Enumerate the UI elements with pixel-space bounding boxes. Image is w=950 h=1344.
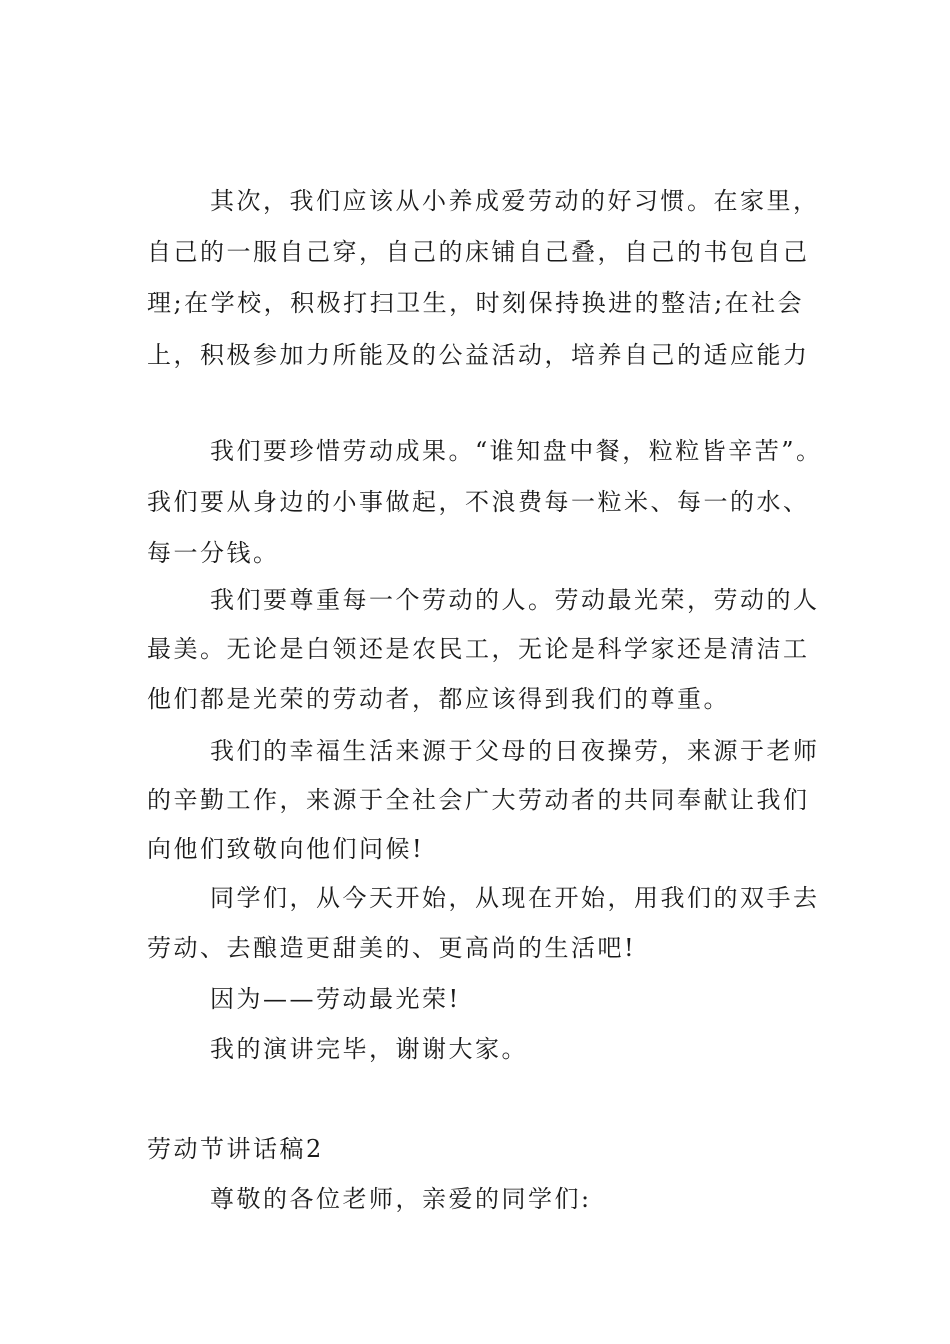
paragraph-3-line-2: 最美。无论是白领还是农民工，无论是科学家还是清洁工 xyxy=(147,635,810,663)
paragraph-1-line-1: 其次，我们应该从小养成爱劳动的好习惯。在家里， xyxy=(210,187,820,215)
paragraph-4-line-2: 的辛勤工作，来源于全社会广大劳动者的共同奉献让我们 xyxy=(147,786,810,814)
paragraph-1-line-3: 理;在学校，积极打扫卫生，时刻保持换进的整洁;在社会 xyxy=(147,289,805,317)
paragraph-4-line-1: 我们的幸福生活来源于父母的日夜操劳，来源于老师 xyxy=(210,737,820,765)
paragraph-3-line-1: 我们要尊重每一个劳动的人。劳动最光荣，劳动的人 xyxy=(210,586,820,614)
paragraph-1-line-4: 上，积极参加力所能及的公益活动，培养自己的适应能力 xyxy=(147,341,810,369)
greeting: 尊敬的各位老师，亲爱的同学们: xyxy=(210,1185,592,1213)
section-title: 劳动节讲话稿2 xyxy=(147,1135,324,1163)
paragraph-5-line-1: 同学们，从今天开始，从现在开始，用我们的双手去 xyxy=(210,884,820,912)
paragraph-4-line-3: 向他们致敬向他们问候! xyxy=(147,835,425,863)
paragraph-7: 我的演讲完毕，谢谢大家。 xyxy=(210,1035,528,1063)
paragraph-1-line-2: 自己的一服自己穿，自己的床铺自己叠，自己的书包自己 xyxy=(147,238,810,266)
paragraph-6: 因为——劳动最光荣! xyxy=(210,985,461,1013)
paragraph-2-line-2: 我们要从身边的小事做起，不浪费每一粒米、每一的水、 xyxy=(147,488,810,516)
paragraph-5-line-2: 劳动、去酿造更甜美的、更高尚的生活吧! xyxy=(147,934,637,962)
paragraph-2-line-1: 我们要珍惜劳动成果。“谁知盘中餐，粒粒皆辛苦”。 xyxy=(210,437,823,465)
paragraph-3-line-3: 他们都是光荣的劳动者，都应该得到我们的尊重。 xyxy=(147,685,730,713)
paragraph-2-line-3: 每一分钱。 xyxy=(147,539,280,567)
